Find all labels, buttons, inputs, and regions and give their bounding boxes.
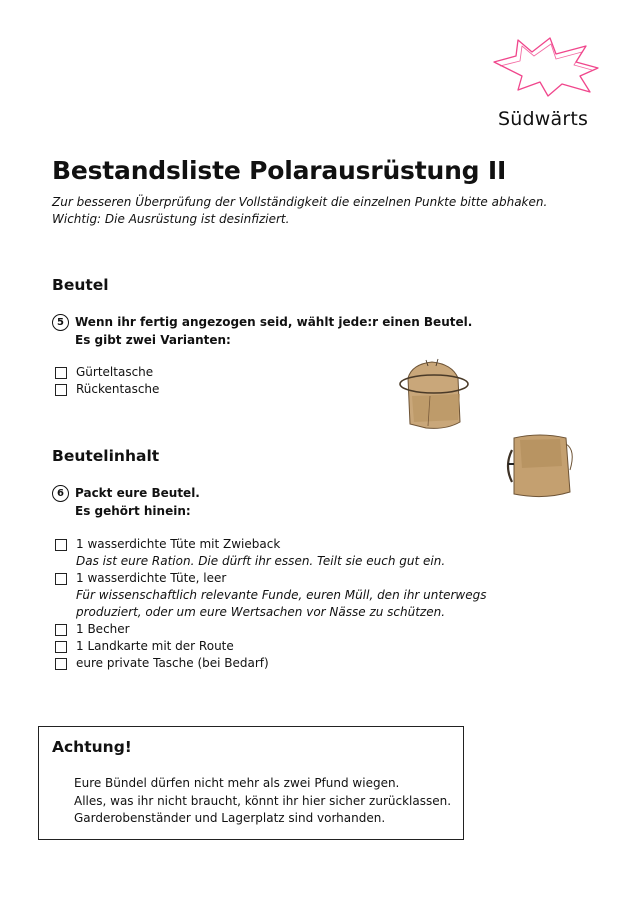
section-heading-beutel: Beutel [52, 276, 109, 294]
step-text [75, 484, 200, 520]
item-label: 1 wasserdichte Tüte mit Zwieback [76, 537, 281, 551]
item-note [55, 553, 486, 570]
checkbox[interactable] [55, 367, 67, 379]
checklist-beutel [55, 364, 159, 398]
back-bag-illustration [500, 430, 578, 502]
step-line: Es gibt zwei Varianten: [75, 333, 231, 347]
notice-box [38, 726, 464, 840]
checkbox[interactable] [55, 573, 67, 585]
checklist-beutelinhalt [55, 536, 486, 672]
notice-line: Eure Bündel dürfen nicht mehr als zwei Pfund wiegen. [74, 776, 400, 790]
item-label: Rückentasche [76, 382, 160, 396]
item-label: Gürteltasche [76, 365, 154, 379]
checkbox[interactable] [55, 384, 67, 396]
checklist-item [55, 655, 486, 672]
note-line: produziert, oder um eure Wertsachen vor Nässe zu schützen. [76, 605, 446, 619]
checklist-item [55, 381, 159, 398]
checkbox[interactable] [55, 539, 67, 551]
step-number-badge: 6 [52, 485, 69, 502]
checkbox[interactable] [55, 624, 67, 636]
step-line: Wenn ihr fertig angezogen seid, wählt jede:r einen Beutel. [75, 315, 473, 329]
checklist-item [55, 638, 486, 655]
step-5 [52, 313, 472, 349]
step-6 [52, 484, 200, 520]
intro-text [52, 194, 547, 228]
intro-line: Zur besseren Überprüfung der Vollständigkeit die einzelnen Punkte bitte abhaken. [52, 195, 548, 209]
checklist-item [55, 536, 486, 553]
notice-line: Garderobenständer und Lagerplatz sind vorhanden. [74, 811, 386, 825]
brand-name: Südwärts [498, 108, 589, 130]
section-heading-beutelinhalt: Beutelinhalt [52, 447, 160, 465]
notice-line: Alles, was ihr nicht braucht, könnt ihr hier sicher zurücklassen. [74, 793, 452, 808]
step-number-badge: 5 [52, 314, 69, 331]
notice-body [74, 775, 451, 828]
step-text [75, 313, 472, 349]
page-title: Bestandsliste Polarausrüstung II [52, 156, 507, 185]
step-line: Es gehört hinein: [75, 504, 191, 518]
item-label: 1 Becher [76, 622, 130, 636]
note-line: Für wissenschaftlich relevante Funde, euren Müll, den ihr unterwegs [76, 588, 487, 602]
note-line: Das ist eure Ration. Die dürft ihr essen. Teilt sie euch gut ein. [76, 554, 446, 568]
item-label: 1 Landkarte mit der Route [76, 639, 234, 653]
checklist-item [55, 621, 486, 638]
checkbox[interactable] [55, 658, 67, 670]
notice-title: Achtung! [52, 738, 132, 756]
step-line: Packt eure Beutel. [75, 486, 200, 500]
item-label: eure private Tasche (bei Bedarf) [76, 656, 269, 670]
item-note [55, 587, 486, 621]
checklist-item [55, 364, 159, 381]
brand-logo-starburst [490, 34, 602, 98]
checklist-item [55, 570, 486, 587]
intro-line: Wichtig: Die Ausrüstung ist desinfiziert. [52, 212, 290, 226]
belt-pouch-illustration [398, 356, 470, 434]
item-label: 1 wasserdichte Tüte, leer [76, 571, 227, 585]
checkbox[interactable] [55, 641, 67, 653]
